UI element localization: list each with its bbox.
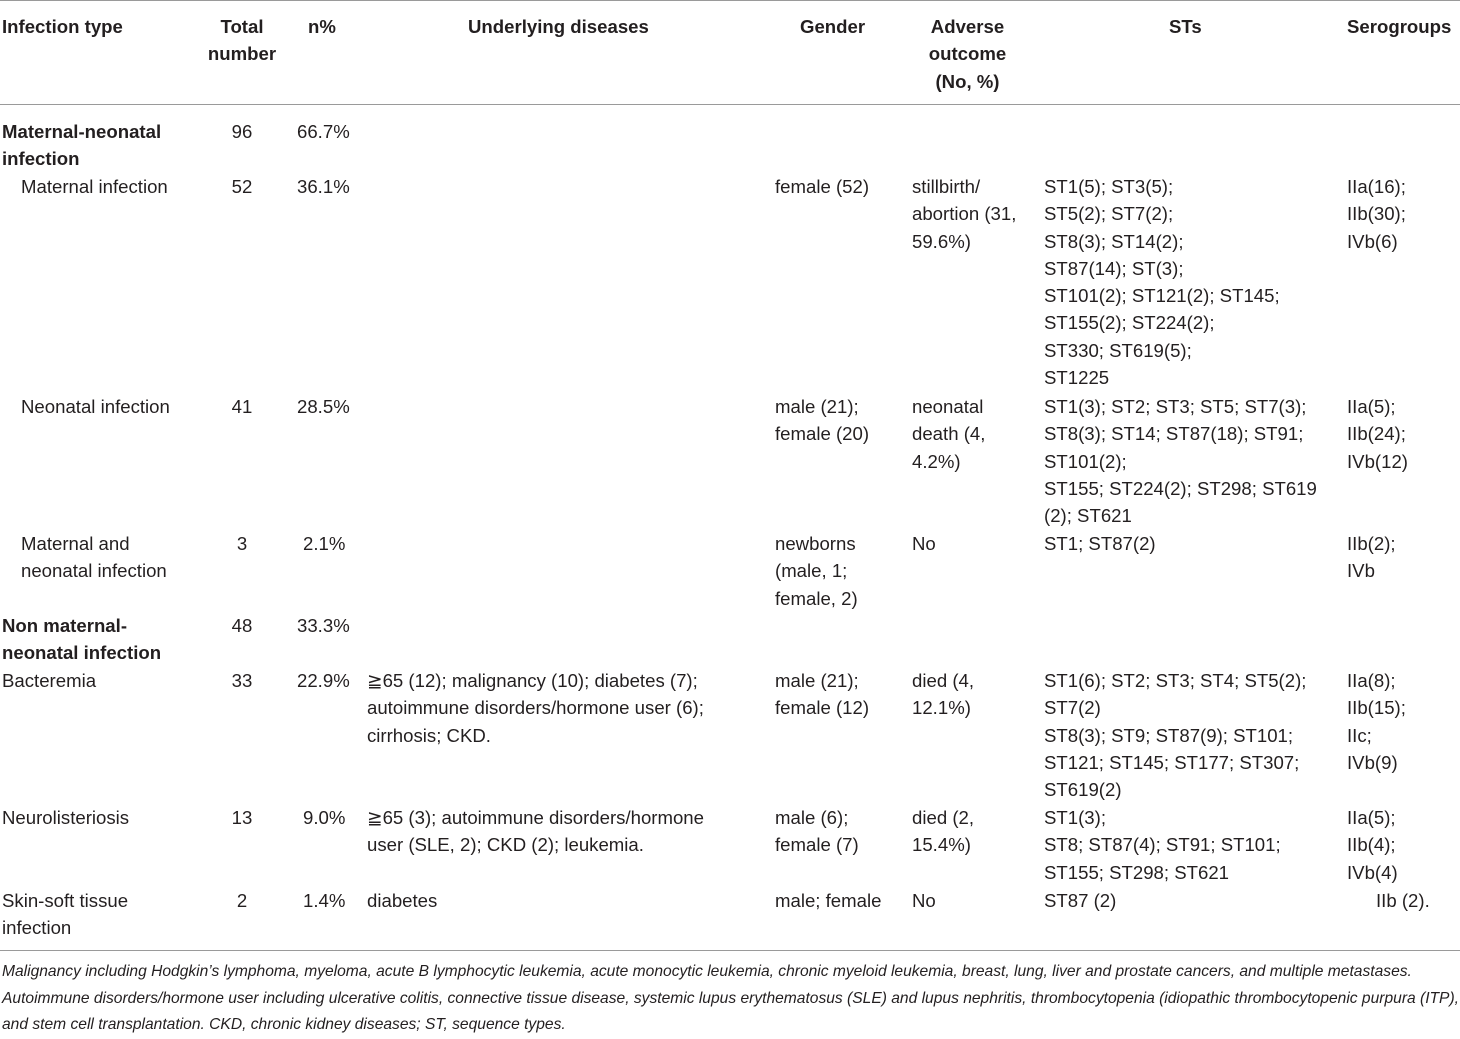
- row-sts: ST1(5); ST3(5); ST5(2); ST7(2); ST8(3); ST14(2); ST87(14); ST(3); ST101(2); ST121(2); ST145; ST155(2); ST224(2); ST330; ST619(5); ST1225: [1044, 176, 1280, 389]
- table-footnote: Malignancy including Hodgkin’s lymphoma, myeloma, acute B lymphocytic leukemia, acute monocytic leukemia, chronic myeloid leukemia, breast, lung, liver and prostate cancers, and multiple metastases. Autoimmune disorders/hormone user including ulcerative colitis, connective tissue disease, systemic lupus erythematosus (SLE) and lupus nephritis, thrombocytopenia (idiopathic thrombocytopenic purpura (ITP), and stem cell transplantation. CKD, chronic kidney diseases; ST, sequence types.: [2, 963, 1459, 1033]
- row-gender: male (6); female (7): [775, 807, 859, 856]
- row-gender: male; female: [775, 890, 882, 911]
- row-gender: female (52): [775, 176, 870, 197]
- row-serogroups: IIb (2).: [1376, 890, 1430, 911]
- row-type: Maternal infection: [21, 176, 168, 197]
- row-serogroups: IIa(5); IIb(4); IVb(4): [1347, 807, 1398, 883]
- row-adverse: No: [912, 533, 936, 554]
- row-underlying: diabetes: [367, 890, 438, 911]
- row-adverse: stillbirth/ abortion (31, 59.6%): [912, 176, 1017, 252]
- row-adverse: died (4, 12.1%): [912, 670, 975, 719]
- row-gender: newborns (male, 1; female, 2): [775, 533, 858, 609]
- row-sts: ST1(6); ST2; ST3; ST4; ST5(2); ST7(2) ST8(3); ST9; ST87(9); ST101; ST121; ST145; ST177; ST307; ST619(2): [1044, 670, 1307, 801]
- row-percent: 28.5%: [297, 396, 350, 417]
- row-adverse: No: [912, 890, 936, 911]
- row-adverse: neonatal death (4, 4.2%): [912, 396, 986, 472]
- header-rule: [0, 104, 1460, 105]
- row-total: 52: [231, 176, 253, 197]
- row-percent: 2.1%: [303, 533, 346, 554]
- row-serogroups: IIb(2); IVb: [1347, 533, 1396, 582]
- row-total: 33: [231, 670, 253, 691]
- row-gender: male (21); female (20): [775, 396, 870, 445]
- row-percent: 9.0%: [303, 807, 346, 828]
- row-percent: 36.1%: [297, 176, 350, 197]
- row-percent: 1.4%: [303, 890, 346, 911]
- row-serogroups: IIa(5); IIb(24); IVb(12): [1347, 396, 1408, 472]
- row-type: Neurolisteriosis: [2, 807, 130, 828]
- bottom-rule: [0, 950, 1460, 951]
- row-percent: 33.3%: [297, 615, 350, 636]
- header-gender: Gender: [800, 16, 866, 37]
- row-total: 96: [231, 121, 253, 142]
- header-adverse-outcome: Adverse outcome (No, %): [928, 16, 1007, 92]
- row-serogroups: IIa(8); IIb(15); IIc; IVb(9): [1347, 670, 1406, 773]
- header-sts: STs: [1169, 16, 1202, 37]
- row-sts: ST1(3); ST8; ST87(4); ST91; ST101; ST155; ST298; ST621: [1044, 807, 1281, 883]
- row-type: Skin-soft tissue infection: [2, 890, 129, 939]
- header-underlying-diseases: Underlying diseases: [468, 16, 649, 37]
- row-adverse: died (2, 15.4%): [912, 807, 975, 856]
- row-underlying: ≧65 (3); autoimmune disorders/hormone user (SLE, 2); CKD (2); leukemia.: [367, 807, 704, 856]
- row-type: Maternal-neonatal infection: [2, 121, 162, 170]
- row-total: 3: [236, 533, 248, 554]
- row-percent: 66.7%: [297, 121, 350, 142]
- row-sts: ST1(3); ST2; ST3; ST5; ST7(3); ST8(3); ST14; ST87(18); ST91; ST101(2); ST155; ST224(2); ST298; ST619 (2); ST621: [1044, 396, 1317, 527]
- row-type: Non maternal- neonatal infection: [2, 615, 162, 664]
- row-total: 13: [231, 807, 253, 828]
- header-n-percent: n%: [308, 16, 336, 37]
- row-type: Neonatal infection: [21, 396, 170, 417]
- row-sts: ST1; ST87(2): [1044, 533, 1156, 554]
- row-type: Bacteremia: [2, 670, 97, 691]
- row-underlying: ≧65 (12); malignancy (10); diabetes (7); autoimmune disorders/hormone user (6); cirrhosis; CKD.: [367, 670, 704, 746]
- header-serogroups: Serogroups: [1347, 16, 1452, 37]
- top-rule: [0, 0, 1460, 1]
- row-type: Maternal and neonatal infection: [21, 533, 167, 582]
- row-serogroups: IIa(16); IIb(30); IVb(6): [1347, 176, 1406, 252]
- header-infection-type: Infection type: [2, 16, 123, 37]
- row-gender: male (21); female (12): [775, 670, 870, 719]
- row-total: 2: [236, 890, 248, 911]
- header-total-number: Total number: [207, 16, 277, 65]
- row-sts: ST87 (2): [1044, 890, 1117, 911]
- row-total: 41: [231, 396, 253, 417]
- row-total: 48: [231, 615, 253, 636]
- row-percent: 22.9%: [297, 670, 350, 691]
